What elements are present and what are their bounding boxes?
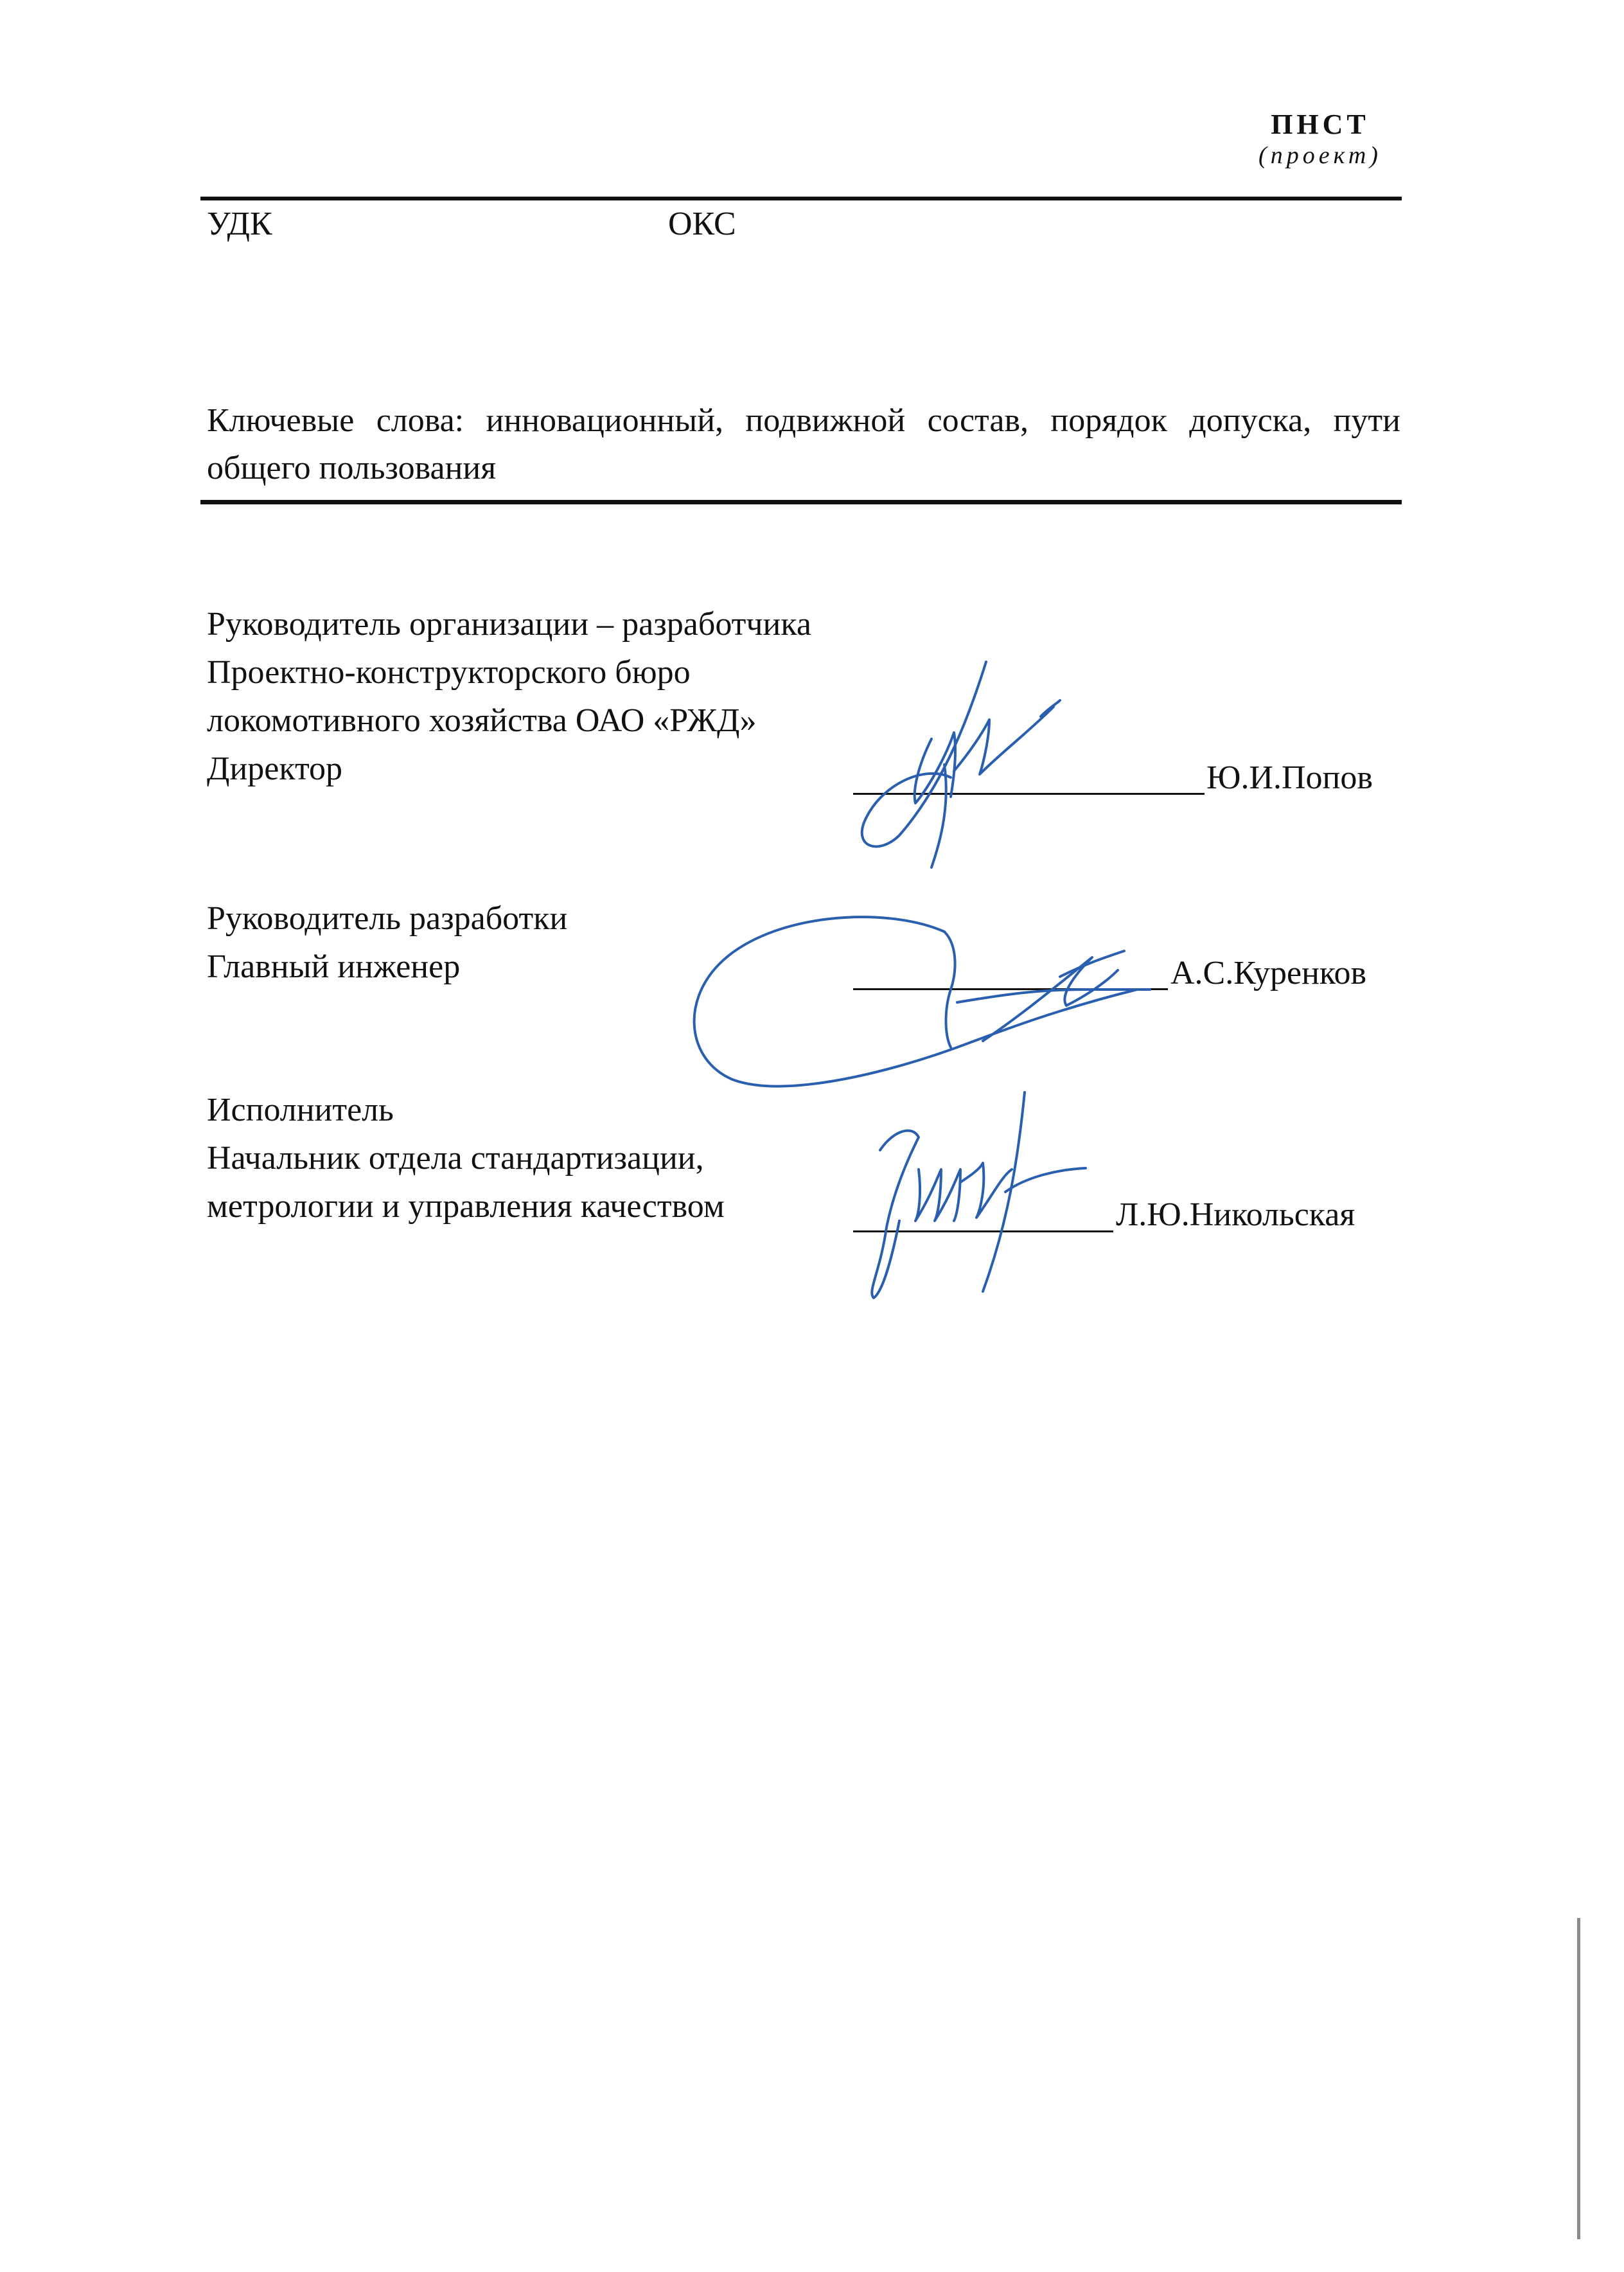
handwritten-signature-director (842, 655, 1176, 874)
oks-label: ОКС (668, 206, 736, 242)
signatory-title-line: Директор (207, 750, 342, 787)
handwritten-signature-chief-engineer (675, 893, 1163, 1105)
signatory-title-line: Начальник отдела стандартизации, (207, 1140, 704, 1176)
signatory-title-line: локомотивного хозяйства ОАО «РЖД» (207, 702, 757, 739)
signatory-title-line: Главный инженер (207, 948, 461, 985)
signatory-title-line: Проектно-конструкторского бюро (207, 654, 691, 691)
signatory-title-line: Исполнитель (207, 1092, 394, 1128)
document-type-block (1253, 108, 1388, 170)
udk-label: УДК (207, 206, 272, 242)
signatory-block-chief-engineer (207, 894, 567, 991)
handwritten-signature-executor (854, 1079, 1124, 1311)
scan-margin-mark (1577, 1918, 1580, 2239)
signer-name-executor: Л.Ю.Никольская (1116, 1196, 1355, 1233)
keywords-text: Ключевые слова: инновационный, подвижной состав, порядок допуска, пути общего пользования (207, 402, 1400, 486)
document-code: ПНСТ (1271, 109, 1370, 140)
keywords-divider (200, 500, 1402, 504)
signer-name-director: Ю.И.Попов (1206, 759, 1373, 796)
signatory-title-line: Руководитель организации – разработчика (207, 606, 811, 643)
signatory-title-line: Руководитель разработки (207, 900, 568, 937)
signatory-block-director (207, 600, 811, 793)
top-divider (200, 197, 1402, 200)
signatory-block-executor (207, 1086, 725, 1230)
signatory-title-line: метрологии и управления качеством (207, 1188, 725, 1225)
document-status: (проект) (1258, 142, 1382, 169)
signer-name-chief-engineer: А.С.Куренков (1170, 955, 1367, 991)
